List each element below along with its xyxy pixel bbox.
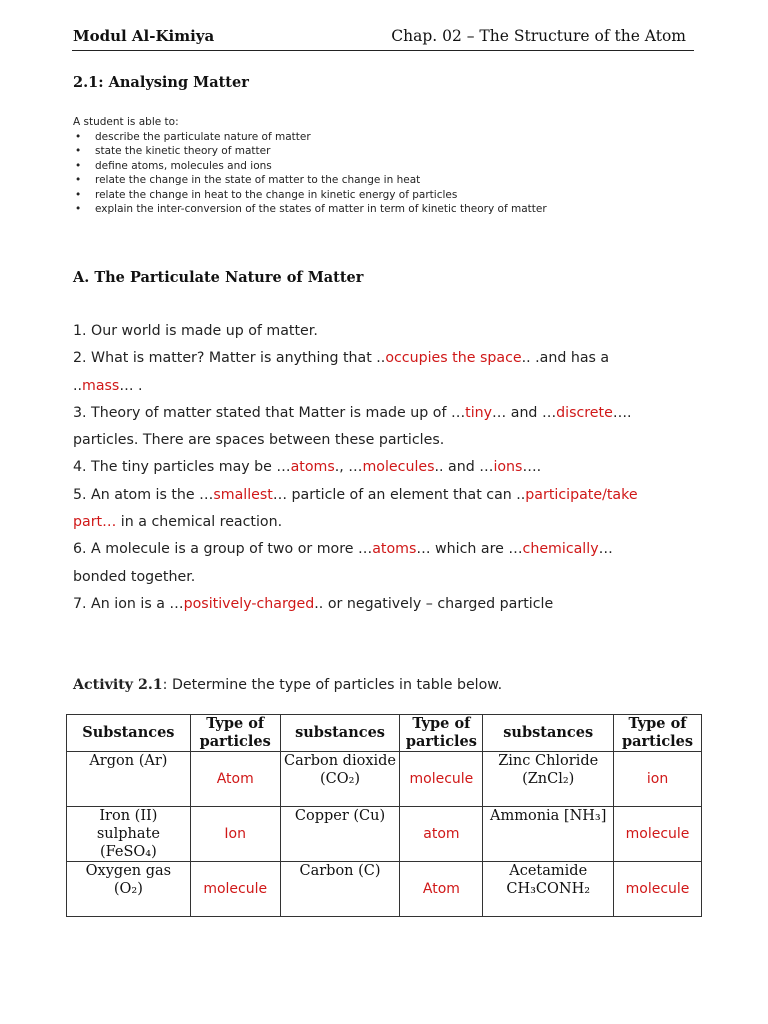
answer: atoms <box>290 459 335 476</box>
text: particles. There are spaces between these particles. <box>73 432 445 449</box>
text: … <box>598 541 613 558</box>
objectives-intro: A student is able to: <box>73 116 179 128</box>
header-cell: Type of particles <box>614 715 702 752</box>
answer: smallest <box>213 486 273 503</box>
answer: chemically <box>522 541 599 558</box>
bullet-icon: • <box>75 188 82 201</box>
particle-type-cell: ion <box>614 752 702 807</box>
text: bonded together. <box>73 568 196 585</box>
text: … and … <box>492 404 557 421</box>
header-cell: substances <box>483 715 614 752</box>
text: 7. An ion is a … <box>73 595 184 612</box>
answer: atoms <box>372 541 417 558</box>
objective-item <box>73 144 547 159</box>
particle-type-cell: Atom <box>400 862 483 917</box>
answer: discrete <box>556 404 613 421</box>
text: .. or negatively – charged particle <box>314 595 554 612</box>
objective-item <box>73 173 547 188</box>
bullet-icon: • <box>75 145 82 157</box>
substance-cell: Oxygen gas (O₂) <box>67 862 191 917</box>
particle-type-cell: molecule <box>400 752 483 807</box>
answer: part… <box>73 514 117 531</box>
statement-5-cont <box>73 509 688 536</box>
text: …. <box>612 404 632 421</box>
module-title: Modul Al-Kimiya <box>73 27 215 45</box>
substance-cell: Zinc Chloride (ZnCl₂) <box>483 752 614 807</box>
particle-type-cell: molecule <box>614 862 702 917</box>
text: 4. The tiny particles may be … <box>73 459 291 476</box>
particle-type-cell: atom <box>400 807 483 862</box>
text: 2. What is matter? Matter is anything that .. <box>73 350 386 367</box>
text: … which are … <box>416 541 523 558</box>
header-cell: Type of particles <box>190 715 280 752</box>
statement-4 <box>73 454 688 481</box>
particle-type-cell: Atom <box>190 752 280 807</box>
bullet-icon: • <box>75 130 82 143</box>
text: 1. Our world is made up of matter. <box>73 323 318 339</box>
objective-text: describe the particulate nature of matter <box>95 130 311 143</box>
substance-cell: Copper (Cu) <box>280 807 400 862</box>
statement-1 <box>73 318 688 345</box>
answer: ions <box>493 459 523 476</box>
statement-3-cont <box>73 427 688 454</box>
objective-item <box>73 159 547 174</box>
table-row <box>67 752 702 807</box>
chapter-title: Chap. 02 – The Structure of the Atom <box>391 27 686 45</box>
text: 5. An atom is the … <box>73 486 214 503</box>
objective-text: define atoms, molecules and ions <box>95 159 272 172</box>
statement-6 <box>73 536 688 563</box>
header-divider <box>72 50 694 51</box>
statement-2 <box>73 345 688 372</box>
particle-type-cell: molecule <box>614 807 702 862</box>
text: .. and … <box>434 459 494 476</box>
answer: molecules <box>362 459 435 476</box>
objectives-list <box>73 130 547 217</box>
substance-cell: Argon (Ar) <box>67 752 191 807</box>
objective-item <box>73 202 547 217</box>
bullet-icon: • <box>75 159 82 172</box>
objective-text: explain the inter-conversion of the states of matter in term of kinetic theory of matter <box>95 203 547 215</box>
objective-text: relate the change in the state of matter to the change in heat <box>95 174 421 186</box>
header-cell: substances <box>280 715 400 752</box>
statement-6-cont <box>73 564 688 591</box>
text: in a chemical reaction. <box>116 514 283 531</box>
table-header-row <box>67 715 702 752</box>
text: .. <box>73 377 83 394</box>
answer: occupies the space <box>385 350 522 367</box>
statement-7 <box>73 591 688 618</box>
statements <box>73 318 688 618</box>
objective-item <box>73 130 547 145</box>
text: 6. A molecule is a group of two or more … <box>73 541 373 558</box>
header-cell: Substances <box>67 715 191 752</box>
activity-text: : Determine the type of particles in table below. <box>162 677 503 693</box>
substance-cell: Iron (II) sulphate (FeSO₄) <box>67 807 191 862</box>
answer: mass <box>82 377 120 394</box>
objective-text: state the kinetic theory of matter <box>95 145 271 157</box>
text: ., … <box>334 459 363 476</box>
particles-table <box>66 714 702 917</box>
statement-5 <box>73 482 688 509</box>
answer: participate/take <box>525 486 638 503</box>
substance-cell: Carbon (C) <box>280 862 400 917</box>
part-a-title: A. The Particulate Nature of Matter <box>73 269 364 286</box>
text: .. .and has a <box>521 350 610 367</box>
header-cell: Type of particles <box>400 715 483 752</box>
answer: positively-charged <box>183 595 315 612</box>
statement-3 <box>73 400 688 427</box>
activity-instruction <box>73 677 502 693</box>
substance-cell: Carbon dioxide (CO₂) <box>280 752 400 807</box>
learning-objectives <box>73 115 547 217</box>
statement-2-cont <box>73 373 688 400</box>
objective-item <box>73 188 547 203</box>
table-row <box>67 862 702 917</box>
text: … . <box>119 377 143 394</box>
bullet-icon: • <box>75 203 82 215</box>
bullet-icon: • <box>75 174 82 186</box>
objective-text: relate the change in heat to the change in kinetic energy of particles <box>95 188 458 201</box>
particle-type-cell: Ion <box>190 807 280 862</box>
text: … particle of an element that can .. <box>272 486 526 503</box>
answer: tiny <box>465 404 493 421</box>
table-row <box>67 807 702 862</box>
substance-cell: Acetamide CH₃CONH₂ <box>483 862 614 917</box>
particle-type-cell: molecule <box>190 862 280 917</box>
substance-cell: Ammonia [NH₃] <box>483 807 614 862</box>
text: …. <box>522 459 542 476</box>
section-title: 2.1: Analysing Matter <box>73 74 249 91</box>
activity-label: Activity 2.1 <box>73 677 163 693</box>
text: 3. Theory of matter stated that Matter is made up of … <box>73 404 466 421</box>
